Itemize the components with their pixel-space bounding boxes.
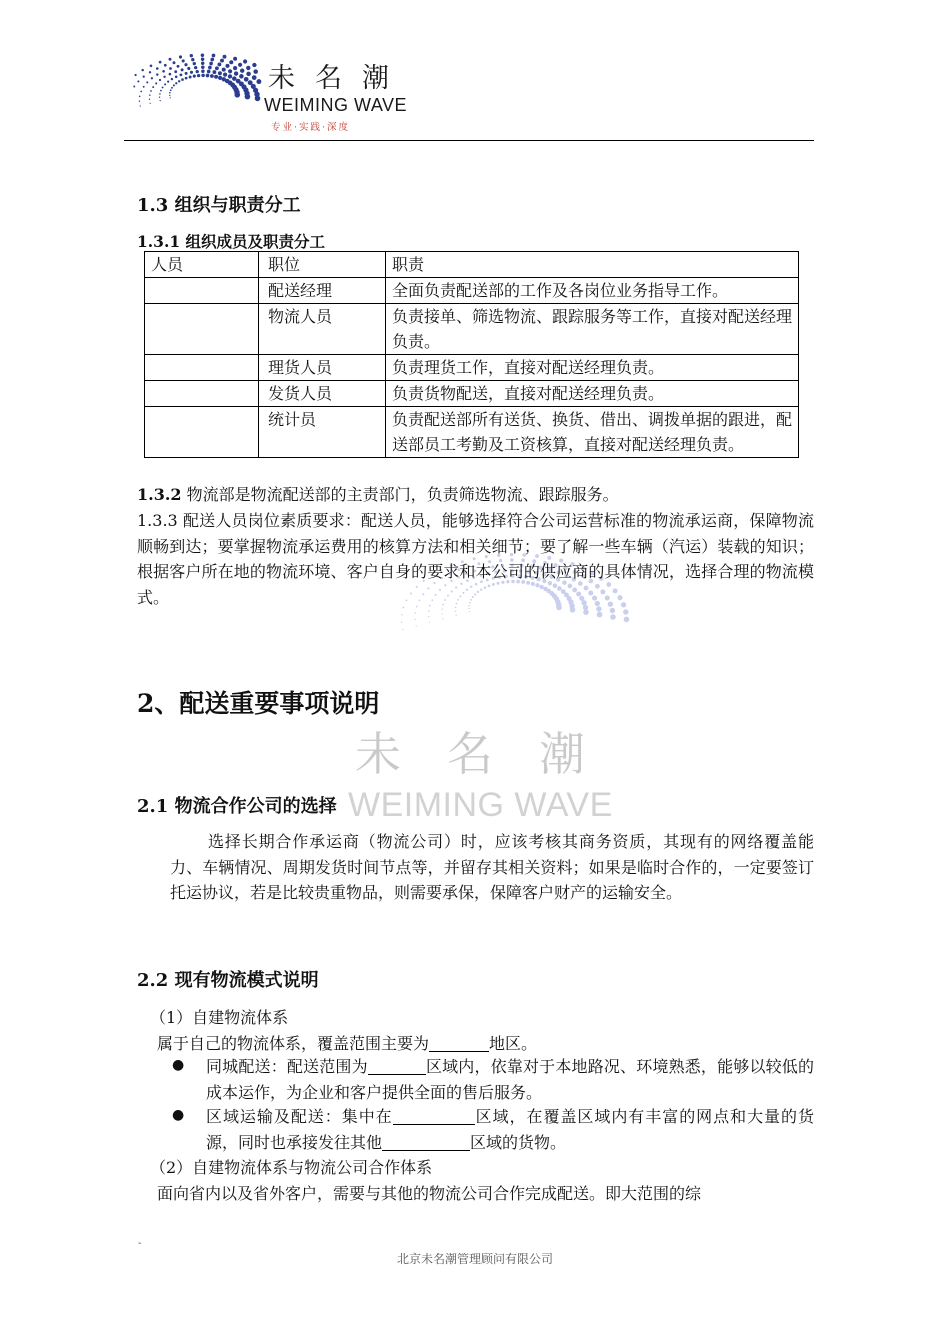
brand-name-cn: 未名潮 <box>268 63 409 94</box>
logo-swirl-icon <box>132 48 262 138</box>
cell-duty: 负责货物配送，直接对配送经理负责。 <box>386 381 799 407</box>
section-1-3-2-paragraph <box>137 482 619 507</box>
cell-person <box>145 355 259 381</box>
cell-person <box>145 407 259 458</box>
item-1-title: （1）自建物流体系 <box>150 1008 289 1027</box>
header-duty: 职责 <box>386 252 799 278</box>
section-1-3-2-number: 1.3.2 <box>137 485 182 504</box>
cell-position: 配送经理 <box>259 278 386 304</box>
fill-blank-concentrated-region <box>393 1108 475 1125</box>
cell-position: 发货人员 <box>259 381 386 407</box>
bullet-dot-icon: ● <box>172 1107 185 1123</box>
header-position: 职位 <box>259 252 386 278</box>
table-row <box>145 355 799 381</box>
item-2-text: 面向省内以及省外客户，需要与其他的物流公司合作完成配送。即大范围的综 <box>157 1184 702 1203</box>
bullet-2-text-a: 区域运输及配送：集中在 <box>206 1107 393 1126</box>
table-row <box>145 407 799 458</box>
section-1-3-2-text: 物流部是物流配送部的主责部门，负责筛选物流、跟踪服务。 <box>181 485 619 504</box>
section-2-1-title: 2.1 物流合作公司的选择 <box>137 796 337 817</box>
cell-person <box>145 381 259 407</box>
fill-blank-region <box>429 1035 489 1052</box>
cell-duty: 负责理货工作，直接对配送经理负责。 <box>386 355 799 381</box>
section-1-3-3-paragraph: 1.3.3 配送人员岗位素质要求：配送人员，能够选择符合公司运营标准的物流承运商，保障物流顺畅到达；要掌握物流承运费用的核算方法和相关细节；要了解一些车辆（汽运）装载的知识；根据客户所在地的物流环境、客户自身的要求和本公司的供应商的具体情况，选择合理的物流模式。 <box>137 511 814 607</box>
table-header-row <box>145 252 799 278</box>
bullet-1-text-a: 同城配送：配送范围为 <box>206 1057 368 1076</box>
header-divider <box>124 140 814 141</box>
item-1-text-b: 地区。 <box>489 1034 538 1053</box>
bullet-2-text-c: 区域的货物。 <box>470 1132 567 1152</box>
cell-person <box>145 304 259 355</box>
header-person: 人员 <box>145 252 259 278</box>
fill-blank-other-region <box>382 1134 470 1151</box>
item-1-text-a: 属于自己的物流体系，覆盖范围主要为 <box>157 1034 430 1053</box>
item-2-title: （2）自建物流体系与物流公司合作体系 <box>150 1158 433 1177</box>
section-2-1-paragraph: 选择长期合作承运商（物流公司）时，应该考核其商务资质，其现有的网络覆盖能力、车辆情况、周期发货时间节点等，并留存其相关资料；如果是临时合作的，一定要签订托运协议，若是比较贵重物品，则需要承保，保障客户财产的运输安全。 <box>170 832 814 902</box>
bullet-2-paragraph <box>206 1104 814 1155</box>
bullet-1-text-b: 区域内，依靠对于本地路况、环境熟悉，能够以较低的成本运作，为企业和客户提供全面的售后服务。 <box>206 1057 814 1102</box>
cell-duty: 负责接单、筛选物流、跟踪服务等工作，直接对配送经理负责。 <box>386 304 799 355</box>
brand-name-en: WEIMING WAVE <box>264 95 407 115</box>
section-1-3-title: 1.3 组织与职责分工 <box>137 195 301 216</box>
cell-position: 理货人员 <box>259 355 386 381</box>
cell-duty: 全面负责配送部的工作及各岗位业务指导工作。 <box>386 278 799 304</box>
role-duty-table <box>144 251 799 458</box>
footer-company: 北京未名潮管理顾问有限公司 <box>396 1252 553 1266</box>
watermark-brand-cn: 未名潮 <box>355 727 631 781</box>
fill-blank-range <box>368 1058 426 1075</box>
cell-position: 物流人员 <box>259 304 386 355</box>
brand-tagline: 专业·实践·深度 <box>271 122 351 133</box>
bullet-dot-icon: ● <box>172 1057 185 1073</box>
section-1-3-1-title: 1.3.1 组织成员及职责分工 <box>137 232 326 251</box>
table-row <box>145 381 799 407</box>
item-1-text <box>157 1031 537 1056</box>
table-row <box>145 278 799 304</box>
cell-person <box>145 278 259 304</box>
cell-position: 统计员 <box>259 407 386 458</box>
bullet-2-text-b: 区域，在覆盖区域内有丰富的网点和大量的货源，同时也承接发往其他 <box>206 1107 814 1152</box>
section-2-2-title: 2.2 现有物流模式说明 <box>137 970 319 991</box>
cell-duty: 负责配送部所有送货、换货、借出、调拨单据的跟进，配送部员工考勤及工资核算，直接对配送经理负责。 <box>386 407 799 458</box>
table-row <box>145 304 799 355</box>
bullet-1-paragraph <box>206 1054 814 1105</box>
footer-dash: - <box>138 1238 142 1249</box>
section-2-title: 2、配送重要事项说明 <box>137 689 380 718</box>
watermark-brand-en: WEIMING WAVE <box>348 786 613 824</box>
